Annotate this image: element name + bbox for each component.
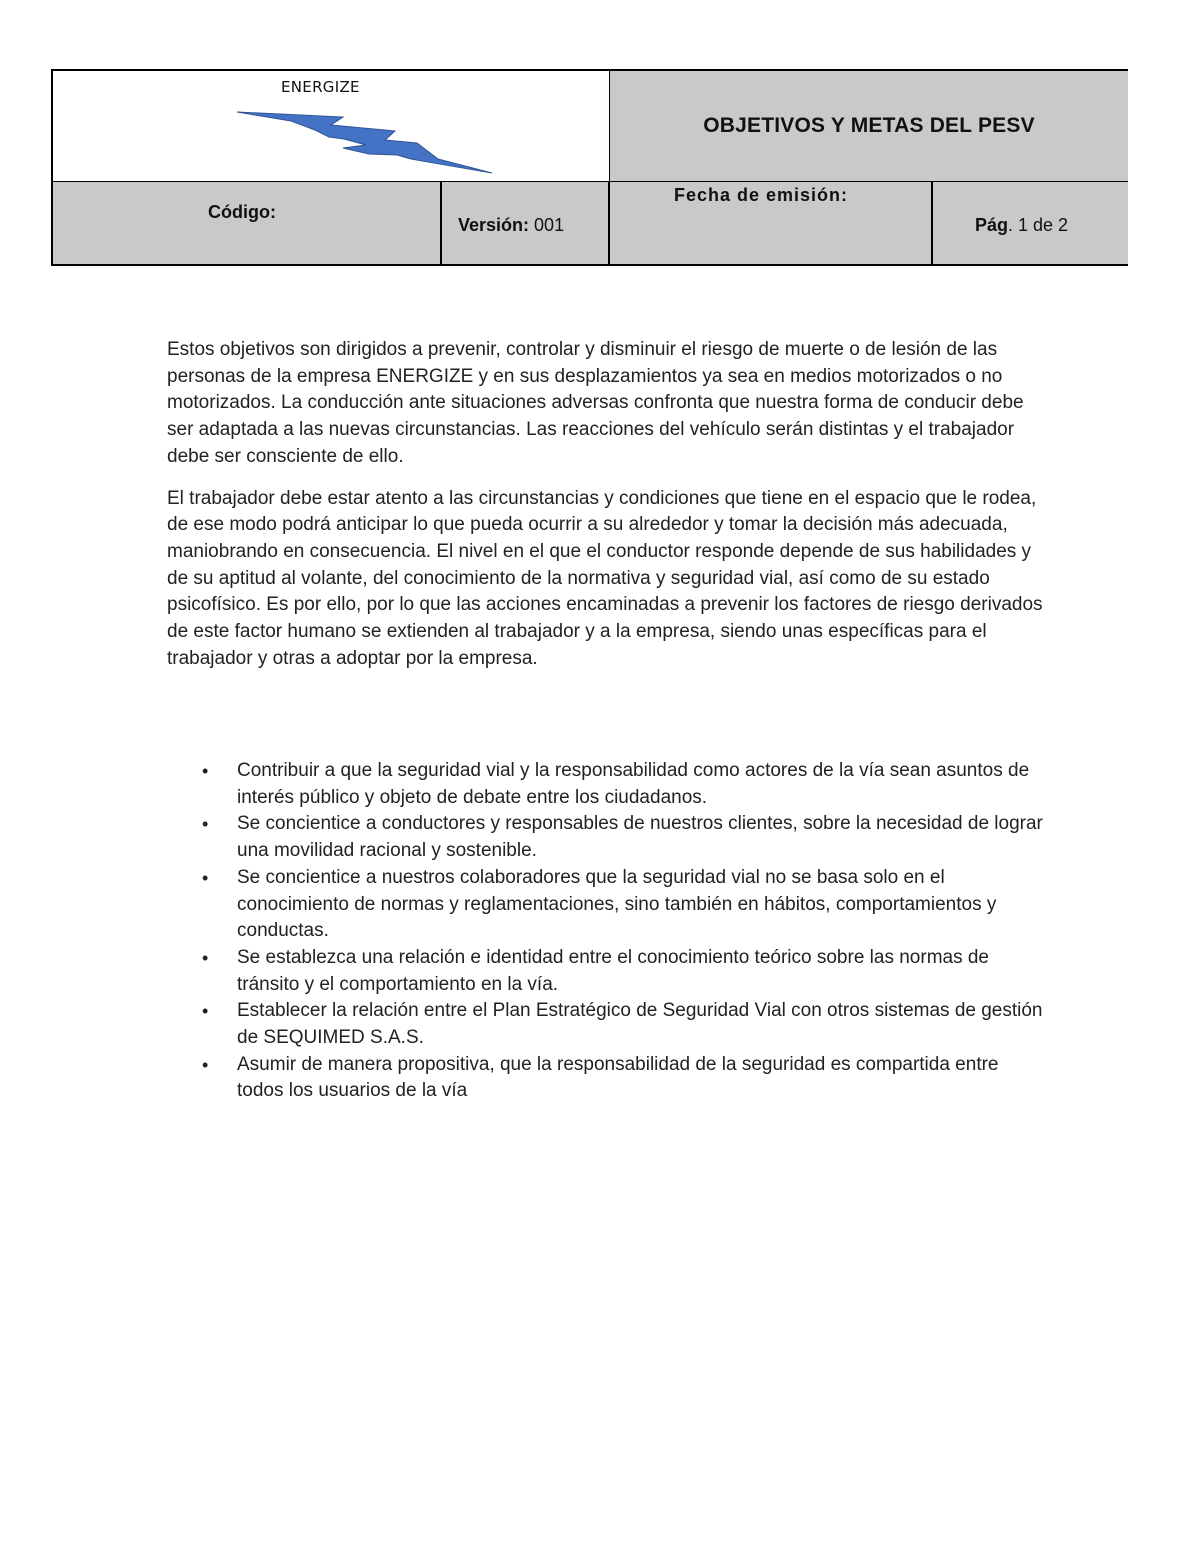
bullet-icon: • [202, 1054, 209, 1075]
fecha-label: Fecha de emisión: [674, 185, 849, 205]
codigo-label: Código: [208, 202, 276, 222]
bullet-icon: • [202, 814, 209, 835]
page-number-cell [933, 182, 1128, 264]
objectives-list [167, 758, 1047, 1105]
list-item-text: Contribuir a que la seguridad vial y la responsabilidad como actores de la vía sean asuntos de interés público y objeto de debate entre los ciudadanos. [237, 760, 1030, 808]
list-item [167, 758, 1047, 811]
body-text [167, 337, 1047, 687]
list-item [167, 811, 1047, 864]
title-cell [610, 71, 1128, 182]
document-header-table [51, 69, 1128, 266]
list-item-text: Asumir de manera propositiva, que la responsabilidad de la seguridad es compartida entre todos los usuarios de la vía [237, 1053, 999, 1102]
bullet-icon: • [202, 947, 209, 968]
list-item [167, 1052, 1047, 1105]
logo-cell [53, 71, 610, 182]
logo-text: ENERGIZE [281, 78, 360, 96]
paragraph-intro: Estos objetivos son dirigidos a prevenir, controlar y disminuir el riesgo de muerte o de lesión de las personas de la empresa ENERGIZE y en sus desplazamientos ya sea en medios motorizados o no motorizados. La conducción ante situaciones adversas confronta que nuestra forma de conducir debe ser adaptada a las nuevas circunstancias. Las reacciones del vehículo serán distintas y el trabajador debe ser consciente de ello. [167, 339, 1024, 467]
version-value: 001 [534, 215, 565, 235]
list-item [167, 865, 1047, 945]
list-item-text: Se concientice a nuestros colaboradores que la seguridad vial no se basa solo en el conocimiento de normas y reglamentaciones, sino también en hábitos, comportamientos y conductas. [237, 866, 997, 942]
list-item [167, 945, 1047, 998]
bullet-icon: • [202, 867, 209, 888]
version-label: Versión: [458, 215, 530, 235]
fecha-cell [610, 182, 933, 264]
version-field [458, 215, 564, 236]
bullet-icon: • [202, 761, 209, 781]
page-label: Pág [975, 215, 1009, 235]
list-item-text: Se establezca una relación e identidad entre el conocimiento teórico sobre las normas de tránsito y el comportamiento en la vía. [237, 946, 990, 995]
document-title: OBJETIVOS Y METAS DEL PESV [703, 114, 1035, 137]
page-number [975, 215, 1068, 236]
bullet-icon: • [202, 1001, 209, 1022]
list-item-text: Establecer la relación entre el Plan Estratégico de Seguridad Vial con otros sistemas de gestión de SEQUIMED S.A.S. [237, 1000, 1043, 1049]
list-item [167, 998, 1047, 1051]
page-value: . 1 de 2 [1008, 215, 1069, 235]
version-cell [442, 182, 610, 264]
list-item-text: Se concientice a conductores y responsables de nuestros clientes, sobre la necesidad de lograr una movilidad racional y sostenible. [237, 813, 1043, 862]
lightning-bolt-icon [235, 97, 495, 177]
codigo-cell [53, 182, 442, 264]
paragraph-worker: El trabajador debe estar atento a las circunstancias y condiciones que tiene en el espacio que le rodea, de ese modo podrá anticipar lo que pueda ocurrir a su alrededor y tomar la decisión más adecuada, maniobrando en consecuencia. El nivel en el que el conductor responde depende de sus habilidades y de su aptitud al volante, del conocimiento de la normativa y seguridad vial, así como de su estado psicofísico. Es por ello, por lo que las acciones encaminadas a prevenir los factores de riesgo derivados de este factor humano se extienden al trabajador y a la empresa, siendo unas específicas para el trabajador y otras a adoptar por la empresa. [167, 487, 1043, 669]
